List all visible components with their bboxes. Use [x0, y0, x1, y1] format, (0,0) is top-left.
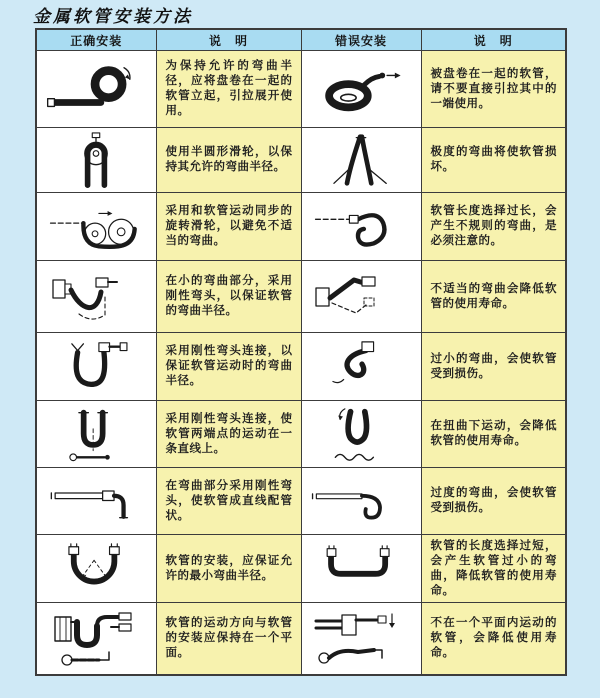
rigid-elbow-u-hang-icon	[40, 338, 152, 396]
too-small-bend-hook-icon	[305, 338, 417, 396]
table-row	[36, 468, 566, 535]
wrong-desc-text: 不在一个平面内运动的软管，会降低使用寿命。	[430, 616, 557, 659]
straight-line-end-motion-icon	[40, 406, 152, 463]
table-row	[36, 333, 566, 401]
wrong-desc-cell	[421, 51, 566, 128]
wrong-image-cell	[301, 51, 421, 128]
correct-image-cell	[36, 333, 156, 401]
minimum-bend-radius-u-icon	[40, 540, 152, 598]
wrong-desc-text: 在扭曲下运动，会降低软管的使用寿命。	[430, 420, 557, 447]
correct-desc-text: 在弯曲部分采用刚性弯头，使软管成直线配管状。	[165, 479, 293, 522]
correct-image-cell	[36, 468, 156, 535]
correct-desc-text: 采用刚性弯头连接，使软管两端点的运动在一条直线上。	[165, 412, 293, 455]
wrong-desc-text: 过小的弯曲，会使软管受到损伤。	[430, 352, 557, 380]
correct-desc-cell	[156, 468, 301, 535]
wrong-image-cell	[301, 333, 421, 401]
correct-desc-text: 在小的弯曲部分，采用刚性弯头，以保证软管的弯曲半径。	[165, 275, 293, 317]
wrong-image-cell	[301, 193, 421, 261]
correct-desc-cell	[156, 51, 301, 128]
wrong-image-cell	[301, 535, 421, 603]
correct-image-cell	[36, 193, 156, 261]
wrong-desc-cell	[421, 128, 566, 193]
correct-desc-cell	[156, 193, 301, 261]
correct-desc-text: 采用和软管运动同步的旋转滑轮，以避免不适当的弯曲。	[165, 205, 293, 247]
header-correct-desc: 说 明	[156, 29, 301, 51]
correct-image-cell	[36, 261, 156, 333]
correct-desc-cell	[156, 333, 301, 401]
table-row	[36, 535, 566, 603]
improper-sharp-bend-icon	[305, 267, 417, 327]
correct-desc-cell	[156, 535, 301, 603]
wrong-image-cell	[301, 468, 421, 535]
correct-image-cell	[36, 128, 156, 193]
wrong-image-cell	[301, 128, 421, 193]
straight-piping-with-elbow-icon	[40, 473, 152, 530]
synchronized-rotating-pulleys-icon	[40, 198, 152, 256]
wrong-desc-text: 软管长度选择过长，会产生不规则的弯曲，是必须注意的。	[430, 205, 557, 247]
wrong-desc-text: 被盘卷在一起的软管，请不要直接引拉其中的一端使用。	[430, 67, 557, 110]
header-row	[36, 29, 566, 51]
correct-desc-text: 使用半圆形滑轮，以保持其允许的弯曲半径。	[165, 146, 293, 173]
wrong-desc-cell	[421, 603, 566, 675]
correct-desc-text: 软管的运动方向与软管的安装应保持在一个平面。	[165, 616, 293, 659]
too-short-shallow-u-icon	[305, 540, 417, 598]
extremely-pinched-hose-icon	[305, 132, 417, 188]
installation-table	[35, 28, 567, 676]
wrong-desc-text: 过度的弯曲，会使软管受到损伤。	[430, 487, 557, 514]
wrong-desc-cell	[421, 535, 566, 603]
correct-image-cell	[36, 603, 156, 675]
table-row	[36, 193, 566, 261]
header-correct-install: 正确安装	[36, 29, 156, 51]
correct-desc-text: 软管的安装，应保证允许的最小弯曲半径。	[165, 554, 293, 582]
wrong-image-cell	[301, 261, 421, 333]
table-row	[36, 51, 566, 128]
same-plane-motion-assembly-icon	[40, 608, 152, 668]
wrong-desc-text: 软管的长度选择过短，会产生软管过小的弯曲，降低软管的使用寿命。	[430, 539, 557, 597]
wrong-desc-cell	[421, 193, 566, 261]
wrong-image-cell	[301, 401, 421, 468]
table-row	[36, 401, 566, 468]
page-title: 金属软管安装方法	[33, 7, 193, 26]
out-of-plane-motion-icon	[305, 608, 417, 668]
correct-image-cell	[36, 535, 156, 603]
correct-desc-cell	[156, 128, 301, 193]
correct-desc-text: 采用刚性弯头连接，以保证软管运动时的弯曲半径。	[165, 345, 293, 387]
correct-desc-cell	[156, 603, 301, 675]
correct-desc-cell	[156, 401, 301, 468]
correct-image-cell	[36, 401, 156, 468]
header-wrong-desc: 说 明	[421, 29, 566, 51]
correct-desc-cell	[156, 261, 301, 333]
wrong-desc-cell	[421, 401, 566, 468]
table-row	[36, 128, 566, 193]
header-wrong-install: 错误安装	[301, 29, 421, 51]
irregular-bend-hose-icon	[305, 198, 417, 256]
wrong-desc-cell	[421, 468, 566, 535]
table-row	[36, 261, 566, 333]
correct-desc-text: 为保持允许的弯曲半径，应将盘卷在一起的软管立起，引拉展开使用。	[165, 60, 293, 117]
wrong-desc-text: 不适当的弯曲会降低软管的使用寿命。	[430, 282, 557, 310]
excessive-end-bend-icon	[305, 473, 417, 530]
correct-image-cell	[36, 51, 156, 128]
wrong-desc-cell	[421, 261, 566, 333]
wrong-image-cell	[301, 603, 421, 675]
hose-over-semicircular-pulley-icon	[40, 132, 152, 188]
twisted-motion-hose-icon	[305, 406, 417, 463]
wrong-desc-text: 极度的弯曲将使软管损坏。	[430, 146, 557, 173]
rigid-elbow-small-bend-icon	[40, 267, 152, 327]
flat-coil-pulled-hose-icon	[305, 60, 417, 118]
table-row	[36, 603, 566, 675]
standing-coil-hose-icon	[40, 60, 152, 118]
wrong-desc-cell	[421, 333, 566, 401]
